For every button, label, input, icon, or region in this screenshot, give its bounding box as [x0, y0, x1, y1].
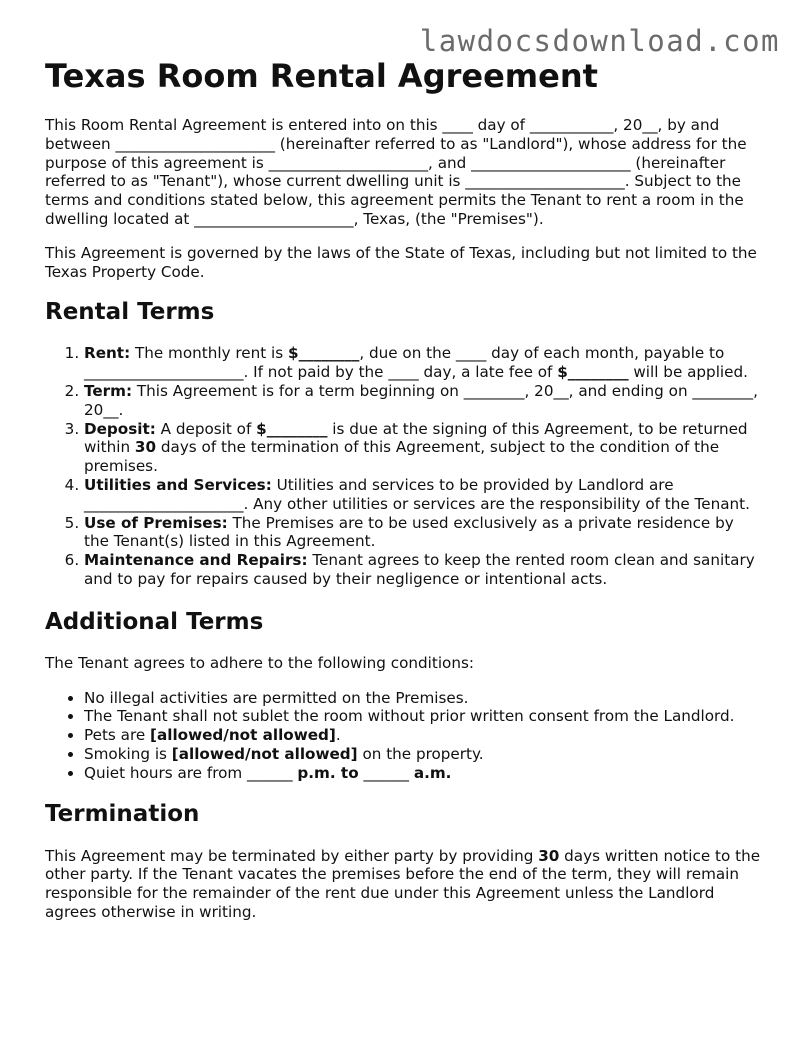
intro-paragraph: This Room Rental Agreement is entered into on this ____ day of ___________, 20__, by and between _____________________ (hereinafter referred to as "Landlord"), whose address for the purpose of this agreement is _____________________, and _____________________ (hereinafter referred to as "Tenant"), whose current dwelling unit is _____________________. Subject to the terms and conditions stated below, this agreement permits the Tenant to rent a room in the dwelling located at _____________________, Texas, (the "Premises").: [45, 116, 747, 228]
rental-term-term: 2. Term: This Agreement is for a term beginning on ________, 20__, and ending on ________, 20__.: [84, 382, 763, 420]
governing-law-paragraph: This Agreement is governed by the laws of the State of Texas, including but not limited to the Texas Property Code.: [45, 243, 757, 281]
termination-paragraph: This Agreement may be terminated by either party by providing 30 days written notice to the other party. If the Tenant vacates the premises before the end of the term, they will remain responsible for the remainder of the rent due under this Agreement unless the Landlord agrees otherwise in writing.: [45, 846, 761, 921]
document-body: [45, 54, 763, 922]
additional-terms-intro: The Tenant agrees to adhere to the following conditions:: [45, 653, 474, 672]
rental-terms-list: [45, 344, 763, 588]
additional-terms-list: [45, 689, 763, 783]
list-item: • No illegal activities are permitted on the Premises.: [84, 689, 763, 708]
rental-term-deposit: 3. Deposit: A deposit of $________ is due at the signing of this Agreement, to be returned within 30 days of the termination of this Agreement, subject to the condition of the premises.: [84, 420, 763, 476]
list-item: • Pets are [allowed/not allowed].: [84, 726, 763, 745]
page-title: Texas Room Rental Agreement: [45, 57, 598, 95]
rental-term-rent: 1. Rent: The monthly rent is $________, due on the ____ day of each month, payable to _____________________. If not paid by the ____ day, a late fee of $________ will be applied.: [84, 344, 763, 382]
rental-term-maintenance: 6. Maintenance and Repairs: Tenant agrees to keep the rented room clean and sanitary and to pay for repairs caused by their negligence or intentional acts.: [84, 551, 763, 589]
list-item: • Quiet hours are from ______ p.m. to ______ a.m.: [84, 764, 763, 783]
list-item: • The Tenant shall not sublet the room without prior written consent from the Landlord.: [84, 707, 763, 726]
watermark-text: lawdocsdownload.com: [419, 24, 780, 58]
rental-terms-heading: Rental Terms: [45, 299, 215, 326]
list-item: • Smoking is [allowed/not allowed] on the property.: [84, 745, 763, 764]
rental-term-utilities: 4. Utilities and Services: Utilities and services to be provided by Landlord are _____________________. Any other utilities or services are the responsibility of the Tenant.: [84, 476, 763, 514]
termination-heading: Termination: [45, 800, 200, 827]
additional-terms-heading: Additional Terms: [45, 608, 264, 635]
rental-term-use-of-premises: 5. Use of Premises: The Premises are to be used exclusively as a private residence by the Tenant(s) listed in this Agreement.: [84, 514, 763, 552]
